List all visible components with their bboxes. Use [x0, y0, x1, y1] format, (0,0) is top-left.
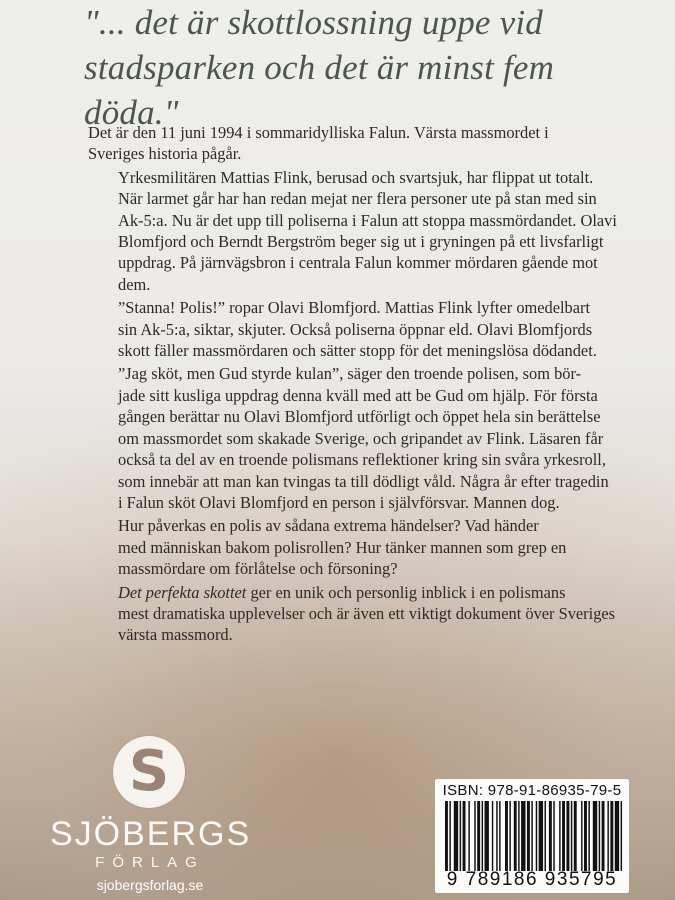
barcode-bar: [509, 801, 510, 871]
publisher-logo: [50, 730, 250, 900]
text-line: Sveriges historia pågår.: [88, 144, 242, 164]
text-line: som innebär att man kan tvingas ta till dödligt våld. Några år efter tragedin: [118, 471, 609, 491]
text-line: Blomfjord och Berndt Bergström beger sig ut i gryningen på ett livsfarligt: [118, 232, 604, 252]
text-line: ”Jag sköt, men Gud styrde kulan”, säger den troende polisen, som bör-: [118, 364, 582, 384]
barcode-bar: [492, 801, 493, 871]
text-line: också ta del av en troende polismans reflektioner kring sin svåra yrkesroll,: [118, 450, 606, 470]
barcode-bar: [599, 801, 600, 871]
text-line: mest dramatiska upplevelser och är även ett viktigt dokument över Sveriges: [118, 603, 616, 623]
isbn-barcode: [435, 779, 629, 893]
barcode-bar: [610, 801, 613, 871]
barcode-bar: [559, 801, 560, 871]
barcode-bar: [566, 801, 569, 871]
barcode-bar: [607, 801, 608, 871]
text-line: ”Stanna! Polis!” ropar Olavi Blomfjord. Mattias Flink lyfter omedelbart: [118, 298, 591, 318]
barcode-bar: [574, 801, 577, 871]
publisher-url: sjobergsforlag.se: [96, 877, 204, 893]
book-title: Det perfekta skottet: [118, 582, 247, 602]
quote-line: "... det är skottlossning uppe vid: [84, 3, 543, 42]
blurb-paragraph-4: [88, 363, 636, 513]
text-fragment: ger en unik och personlig inblick i en polismans: [246, 582, 566, 602]
barcode-bar: [527, 801, 530, 871]
text-line: i Falun sköt Olavi Blomfjord en person i självförsvar. Mannen dog.: [118, 492, 560, 512]
text-line: [88, 582, 636, 603]
barcode-number: 9 789186 935795: [446, 869, 618, 890]
barcode-bar: [474, 801, 475, 871]
barcode-bars: [445, 801, 625, 871]
text-line: gången berättar nu Olavi Blomfjord utförligt och öppet hela sin berättelse: [118, 407, 601, 427]
text-line: jade sitt kusliga uppdrag denna kväll med att be Gud om hjälp. För första: [118, 385, 598, 405]
barcode-bar: [463, 801, 466, 871]
barcode-bar: [449, 801, 450, 871]
blurb-paragraph-3: [88, 297, 636, 361]
text-line: om massmordet som skakade Sverige, och gripandet av Flink. Läsaren får: [118, 428, 604, 448]
text-line: uppdrag. På järnvägsbron i centrala Falun kommer mördaren gående mot: [118, 253, 598, 273]
barcode-bar: [514, 801, 517, 871]
quote-line: stadsparken och det är minst fem: [84, 48, 555, 87]
barcode-bar: [505, 801, 508, 871]
barcode-bar: [571, 801, 572, 871]
barcode-bar: [562, 801, 565, 871]
barcode-bar: [615, 801, 619, 871]
publisher-subtitle: FÖRLAG: [95, 854, 205, 871]
publisher-name: SJÖBERGS: [50, 815, 252, 853]
barcode-bar: [539, 801, 543, 871]
blurb-paragraph-6: [88, 582, 636, 646]
barcode-bar: [460, 801, 461, 871]
barcode-bar: [454, 801, 458, 871]
barcode-bar: [581, 801, 582, 871]
barcode-bar: [593, 801, 597, 871]
barcode-bar: [531, 801, 532, 871]
barcode-bar: [602, 801, 605, 871]
text-line: sin Ak-5:a, siktar, skjuter. Också poliserna öppnar eld. Olavi Blomfjords: [118, 319, 593, 339]
text-line: Hur påverkas en polis av sådana extrema händelser? Vad händer: [118, 516, 539, 536]
text-line: Det är den 11 juni 1994 i sommaridylliska Falun. Värsta massmordet i: [88, 123, 549, 142]
text-line: dem.: [118, 274, 151, 294]
barcode-bar: [621, 801, 622, 871]
barcode-bar: [485, 801, 489, 871]
blurb-paragraph-5: [88, 515, 636, 579]
barcode-bar: [521, 801, 525, 871]
barcode-bar: [588, 801, 589, 871]
barcode-bar: [468, 801, 469, 871]
text-line: skott fäller massmördaren och sätter stopp för det meningslösa dödandet.: [118, 341, 597, 361]
barcode-bar: [536, 801, 537, 871]
text-line: När larmet går har han redan mejat ner flera personer ute på stan med sin: [118, 189, 597, 209]
barcode-bar: [518, 801, 519, 871]
blurb-paragraph-1: [88, 122, 636, 165]
barcode-bar: [545, 801, 546, 871]
barcode-bar: [445, 801, 448, 871]
text-line: Ak-5:a. Nu är det upp till poliserna i Falun att stoppa massmördandet. Olavi: [118, 210, 617, 230]
barcode-bar: [549, 801, 552, 871]
blurb-paragraph-2: [88, 167, 636, 295]
text-line: med människan bakom polisrollen? Hur tänker mannen som grep en: [118, 537, 567, 557]
barcode-bar: [496, 801, 497, 871]
quote-line: döda.": [84, 93, 179, 132]
text-line: massmördare om förlåtelse och försoning?: [118, 559, 398, 579]
isbn-label: ISBN: 978-91-86935-79-5: [442, 782, 622, 799]
barcode-bar: [477, 801, 480, 871]
cover-quote: [84, 0, 644, 135]
logo-circle: [113, 736, 185, 808]
logo-letter: S: [128, 739, 170, 804]
text-line: värsta massmord.: [118, 625, 233, 645]
barcode-bar: [553, 801, 554, 871]
text-line: Yrkesmilitären Mattias Flink, berusad och svartsjuk, har flippat ut totalt.: [118, 167, 594, 187]
barcode-bar: [482, 801, 483, 871]
barcode-bar: [499, 801, 500, 871]
blurb-text: [88, 122, 636, 648]
barcode-bar: [584, 801, 587, 871]
